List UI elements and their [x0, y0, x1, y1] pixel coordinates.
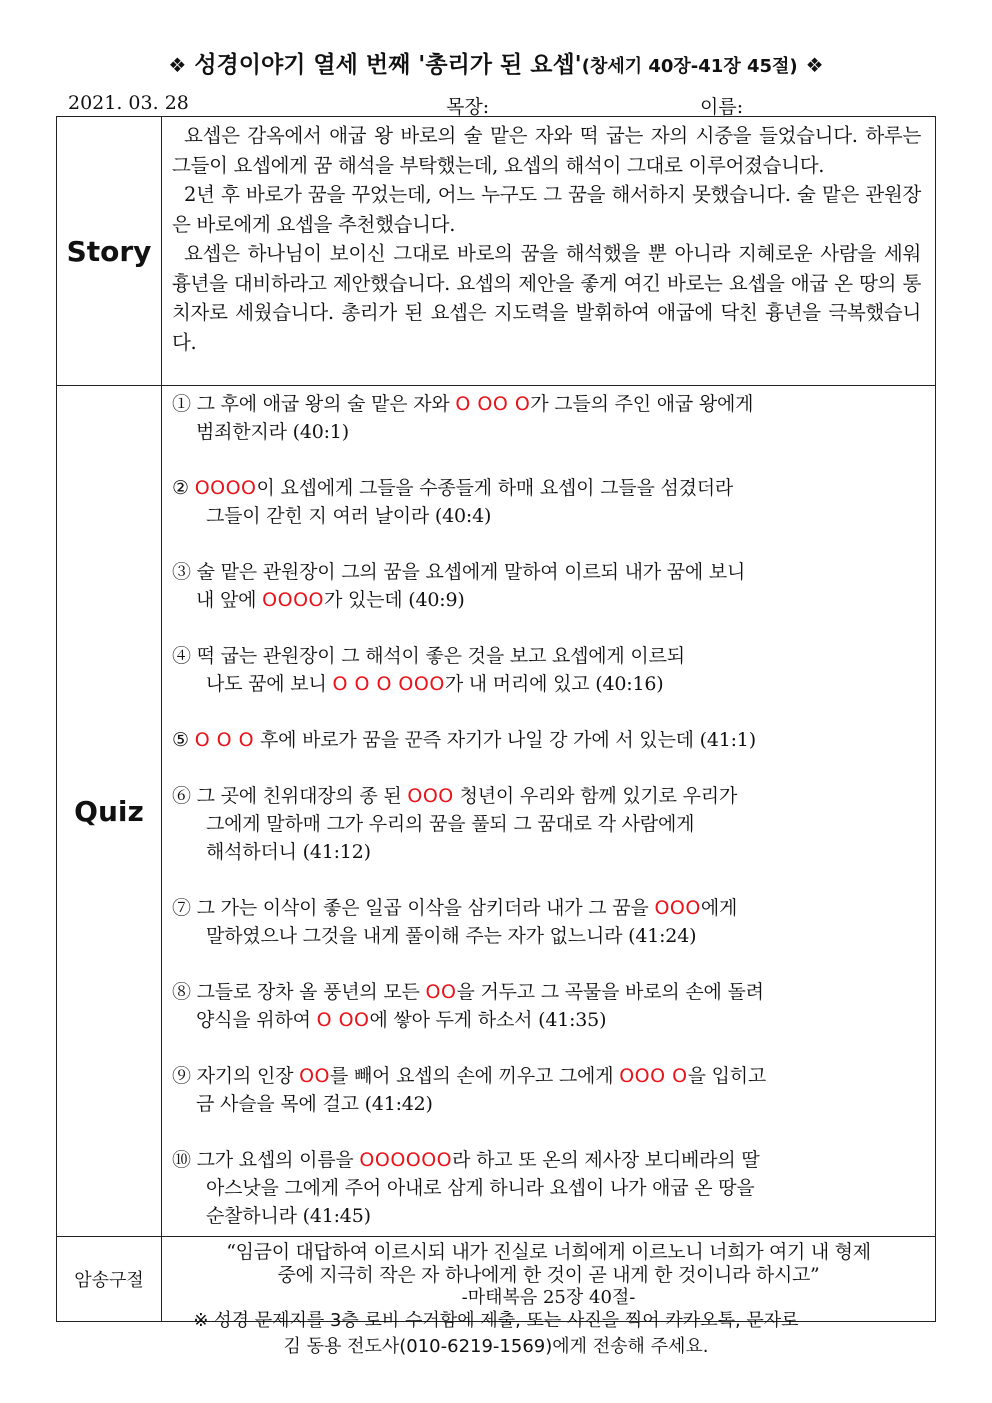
- answer-blank[interactable]: OOOOOO: [359, 1149, 453, 1171]
- quiz-item-4: [172, 642, 925, 698]
- quiz-row: [57, 386, 936, 1237]
- date-text: 2021. 03. 28: [68, 92, 189, 114]
- memory-verse-line: “임금이 대답하여 이르시되 내가 진실로 너희에게 이르노니 너희가 여기 내 형제: [226, 1241, 871, 1263]
- quiz-text: 그에게 말하매 그가 우리의 꿈을 풀되 그 꿈대로 각 사람에게: [206, 813, 695, 835]
- diamond-icon: ❖: [805, 53, 824, 77]
- quiz-text: 금 사슬을 목에 걸고 (41:42): [196, 1093, 433, 1115]
- quiz-text: 말하였으나 그것을 내게 풀이해 주는 자가 없느니라 (41:24): [206, 925, 697, 947]
- submission-note-line: 김 동용 전도사(010-6219-1569)에게 전송해 주세요.: [283, 1336, 709, 1357]
- quiz-item-9: [172, 1062, 925, 1118]
- quiz-text: ⑧ 그들로 장차 올 풍년의 모든: [172, 981, 426, 1003]
- answer-blank[interactable]: OOO: [654, 897, 701, 919]
- diamond-icon: ❖: [168, 53, 187, 77]
- memory-verse-reference: -마태복음 25장 40절-: [461, 1287, 636, 1308]
- quiz-text: 이 요셉에게 그들을 수종들게 하매 요셉이 그들을 섬겼더라: [256, 477, 734, 499]
- quiz-text: ① 그 후에 애굽 왕의 술 맡은 자와: [172, 393, 456, 415]
- answer-blank[interactable]: OOOO: [262, 589, 324, 611]
- quiz-item-2: [172, 474, 925, 530]
- quiz-text: 라 하고 또 온의 제사장 보디베라의 딸: [452, 1149, 760, 1171]
- quiz-text: ③ 술 맡은 관원장이 그의 꿈을 요셉에게 말하여 이르되 내가 꿈에 보니: [172, 561, 746, 583]
- quiz-item-1: [172, 390, 925, 446]
- quiz-text: ⑦ 그 가는 이삭이 좋은 일곱 이삭을 삼키더라 내가 그 꿈을: [172, 897, 655, 919]
- quiz-text: ⑩ 그가 요셉의 이름을: [172, 1149, 360, 1171]
- story-label: Story: [57, 117, 162, 386]
- quiz-text: 가 내 머리에 있고 (40:16): [444, 673, 664, 695]
- quiz-text: 범죄한지라 (40:1): [196, 421, 349, 443]
- quiz-text: 해석하더니 (41:12): [206, 841, 371, 863]
- quiz-text: ②: [172, 477, 195, 499]
- answer-blank[interactable]: OOOO: [194, 477, 257, 499]
- quiz-text: 나도 꿈에 보니: [206, 673, 333, 695]
- answer-blank[interactable]: O OO: [316, 1009, 370, 1031]
- quiz-text: ④ 떡 굽는 관원장이 그 해석이 좋은 것을 보고 요셉에게 이르되: [172, 645, 685, 667]
- quiz-text: 후에 바로가 꿈을 꾼즉 자기가 나일 강 가에 서 있는데 (41:1): [254, 729, 756, 751]
- quiz-text: 을 거두고 그 곡물을 바로의 손에 돌려: [456, 981, 764, 1003]
- submission-note: [56, 1308, 936, 1360]
- quiz-text: ⑤: [172, 729, 195, 751]
- quiz-text: 그들이 갇힌 지 여러 날이라 (40:4): [206, 505, 492, 527]
- submission-note-line: ※ 성경 문제지를 3층 로비 수거함에 제출, 또는 사진을 찍어 카카오톡, 문자로: [193, 1310, 799, 1331]
- quiz-text: 에 쌓아 두게 하소서 (41:35): [369, 1009, 607, 1031]
- quiz-item-7: [172, 894, 925, 950]
- pastor-field-label: 목장:: [446, 96, 490, 118]
- worksheet-table: [56, 116, 936, 1322]
- story-paragraph: 요셉은 감옥에서 애굽 왕 바로의 술 맡은 자와 떡 굽는 자의 시중을 들었습니다. 하루는 그들이 요셉에게 꿈 해석을 부탁했는데, 요셉의 해석이 그대로 이루어졌습니다.: [172, 124, 921, 177]
- quiz-text: ⑨ 자기의 인장: [172, 1065, 300, 1087]
- quiz-text: 순찰하니라 (41:45): [206, 1205, 371, 1227]
- memory-verse-label: 암송구절: [57, 1237, 162, 1322]
- quiz-item-10: [172, 1146, 925, 1230]
- quiz-item-6: [172, 782, 925, 866]
- memory-verse-line: 중에 지극히 작은 자 하나에게 한 것이 곧 내게 한 것이니라 하시고”: [277, 1264, 820, 1286]
- answer-blank[interactable]: OOO: [407, 785, 454, 807]
- quiz-list: [162, 386, 936, 1237]
- story-row: [57, 117, 936, 386]
- story-text: [162, 117, 936, 386]
- answer-blank[interactable]: OO: [299, 1065, 331, 1087]
- quiz-text: 를 빼어 요셉의 손에 끼우고 그에게: [330, 1065, 620, 1087]
- quiz-text: 가 있는데 (40:9): [323, 589, 465, 611]
- story-paragraph: 2년 후 바로가 꿈을 꾸었는데, 어느 누구도 그 꿈을 해서하지 못했습니다. 술 맡은 관원장은 바로에게 요셉을 추천했습니다.: [172, 183, 921, 236]
- name-field-label: 이름:: [700, 96, 744, 118]
- quiz-item-5: [172, 726, 925, 754]
- quiz-text: 청년이 우리와 함께 있기로 우리가: [453, 785, 738, 807]
- quiz-item-8: [172, 978, 925, 1034]
- quiz-text: 가 그들의 주인 애굽 왕에게: [530, 393, 754, 415]
- worksheet-title: [56, 46, 936, 79]
- answer-blank[interactable]: O OO O: [455, 393, 531, 415]
- quiz-label: Quiz: [57, 386, 162, 1237]
- quiz-text: 내 앞에: [196, 589, 263, 611]
- quiz-text: 을 입히고: [687, 1065, 767, 1087]
- answer-blank[interactable]: OOO O: [619, 1065, 688, 1087]
- quiz-item-3: [172, 558, 925, 614]
- quiz-text: 에게: [700, 897, 738, 919]
- quiz-text: 양식을 위하여: [196, 1009, 317, 1031]
- quiz-text: ⑥ 그 곳에 친위대장의 종 된: [172, 785, 408, 807]
- answer-blank[interactable]: OO: [425, 981, 457, 1003]
- story-paragraph: 요셉은 하나님이 보이신 그대로 바로의 꿈을 해석했을 뿐 아니라 지혜로운 사람을 세워 흉년을 대비하라고 제안했습니다. 요셉의 제안을 좋게 여긴 바로는 요셉을 애굽 온 땅의 통치자로 세웠습니다. 총리가 된 요셉은 지도력을 발휘하여 애굽에 닥친 흉년을 극복했습니다.: [172, 242, 921, 354]
- answer-blank[interactable]: O O O OOO: [332, 673, 445, 695]
- quiz-text: 아스낫을 그에게 주어 아내로 삼게 하니라 요셉이 나가 애굽 온 땅을: [206, 1177, 755, 1199]
- meta-row: [58, 88, 936, 116]
- title-scripture-range: (창세기 40장-41장 45절): [581, 56, 798, 77]
- answer-blank[interactable]: O O O: [194, 729, 255, 751]
- title-text: 성경이야기 열세 번째 '총리가 된 요셉': [194, 52, 582, 78]
